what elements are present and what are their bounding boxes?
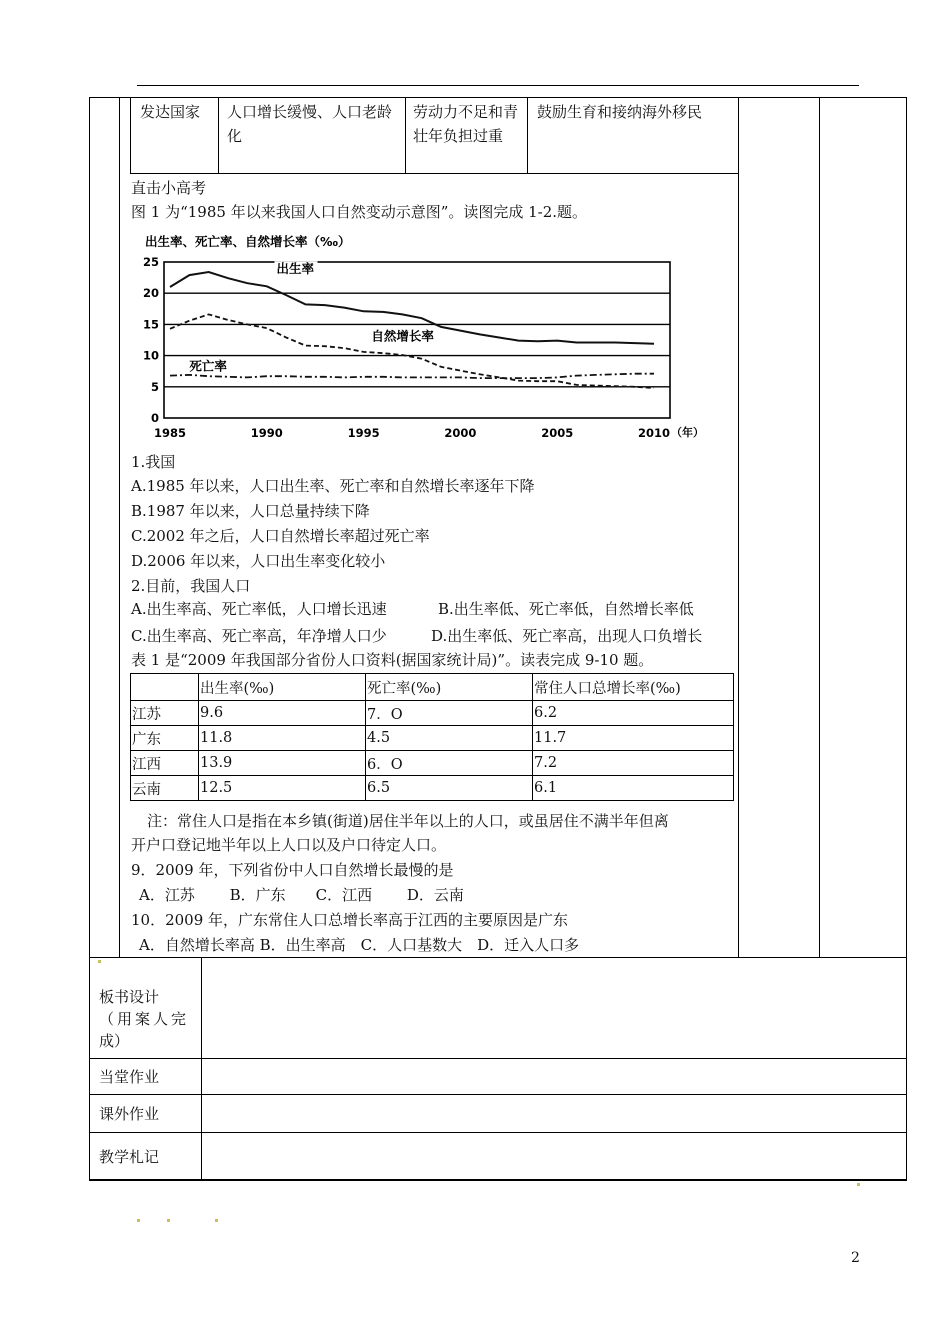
note-line-1: 注：常住人口是指在本乡镇(街道)居住半年以上的人口，或虽居住不满半年但离 [147,812,669,830]
x-tick-label: 1985 [153,426,187,440]
scan-speck [137,1219,140,1222]
x-tick-label: 2010 [637,426,671,440]
table-row [131,726,734,751]
header-rule [137,85,859,86]
table-header-cell: 死亡率(‰) [366,674,533,701]
table-cell: 云南 [131,776,199,801]
x-tick-label: 2000 [444,426,477,440]
board-design-line-1: 板书设计 [99,988,160,1006]
q1-option-c: C.2002 年之后，人口自然增长率超过死亡率 [131,527,430,545]
population-chart [140,228,720,450]
q2-option-d: D.出生率低、死亡率高，出现人口负增长 [431,627,703,645]
population-table [130,673,734,801]
table-cell: 9.6 [199,701,366,726]
board-design-line-3: 成） [99,1032,130,1050]
q10-options: A．自然增长率高 B．出生率高 C．人口基数大 D．迁入人口多 [139,936,580,954]
q2-option-b: B.出生率低、死亡率低，自然增长率低 [438,600,694,618]
table-cell: 7．O [366,701,533,726]
y-tick-label: 0 [150,411,159,425]
inner-col-left [119,97,120,957]
series-label: 死亡率 [189,358,227,374]
x-tick-label: 2005 [541,426,574,440]
x-tick-label: 1990 [250,426,283,440]
footer-rule-3 [89,1094,907,1095]
scan-speck [215,1219,218,1222]
y-tick-label: 5 [150,379,159,394]
top-table-features: 人口增长缓慢、人口老龄化 [227,103,393,145]
y-tick-label: 15 [142,317,159,332]
x-tick-label: 1995 [347,426,380,440]
classwork-label: 当堂作业 [99,1068,160,1086]
scan-speck [98,960,101,963]
frame-right [906,97,907,1180]
inner-col-right [819,97,820,957]
teaching-notes-label: 教学札记 [99,1148,160,1166]
table-intro: 表 1 是“2009 年我国部分省份人口资料(据国家统计局)”。读表完成 9-10 题。 [131,651,654,669]
series-label: 自然增长率 [371,328,434,344]
series-label: 出生率 [276,261,314,277]
top-table-problems: 劳动力不足和青壮年负担过重 [413,103,519,145]
q10-stem: 10．2009 年，广东常住人口总增长率高于江西的主要原因是广东 [131,911,569,929]
chart-title: 出生率、死亡率、自然增长率（‰） [145,234,351,249]
table-row [131,701,734,726]
table-cell: 江苏 [131,701,199,726]
q1-option-a: A.1985 年以来，人口出生率、死亡率和自然增长率逐年下降 [131,477,535,495]
y-tick-label: 10 [142,348,159,363]
top-table-country: 发达国家 [140,103,201,121]
table-cell: 7.2 [533,751,734,776]
table-row [131,751,734,776]
table-cell: 11.7 [533,726,734,751]
q1-option-b: B.1987 年以来，人口总量持续下降 [131,502,370,520]
table-header-row [131,674,734,701]
q1-stem: 1.我国 [131,453,176,471]
top-table-bottom [130,173,739,174]
y-tick-label: 20 [142,286,159,301]
q9-stem: 9．2009 年，下列省份中人口自然增长最慢的是 [131,861,454,879]
top-table-c2 [405,97,406,173]
footer-rule-1 [89,957,907,958]
board-design-line-2: （用案人完 [99,1010,190,1028]
table-cell: 广东 [131,726,199,751]
board-design-label [99,986,195,1052]
scan-speck [857,1183,860,1186]
table-header-cell [131,674,199,701]
table-cell: 11.8 [199,726,366,751]
table-row [131,776,734,801]
table-cell: 4.5 [366,726,533,751]
section-title: 直击小高考 [131,179,207,197]
table-header-cell: 常住人口总增长率(‰) [533,674,734,701]
page-number: 2 [851,1250,860,1266]
q9-options: A．江苏 B．广东 C．江西 D．云南 [139,886,464,904]
q2-option-a: A.出生率高、死亡率低，人口增长迅速 [131,600,387,618]
top-table-c3 [527,97,528,173]
scan-speck [167,1219,170,1222]
y-tick-label: 25 [142,255,159,269]
q2-option-c: C.出生率高、死亡率高，年净增人口少 [131,627,387,645]
top-table-left [130,97,131,173]
top-table-c1 [218,97,219,173]
q2-stem: 2.目前，我国人口 [131,577,251,595]
chart-intro: 图 1 为“1985 年以来我国人口自然变动示意图”。读图完成 1-2.题。 [131,203,588,221]
inner-col-mid [738,97,739,957]
table-cell: 6.1 [533,776,734,801]
table-cell: 江西 [131,751,199,776]
footer-rule-4 [89,1132,907,1133]
q1-option-d: D.2006 年以来，人口出生率变化较小 [131,552,386,570]
frame-left [89,97,90,1180]
table-cell: 6．O [366,751,533,776]
table-cell: 6.5 [366,776,533,801]
table-cell: 12.5 [199,776,366,801]
homework-label: 课外作业 [99,1105,160,1123]
footer-col [201,957,202,1180]
table-cell: 13.9 [199,751,366,776]
table-header-cell: 出生率(‰) [199,674,366,701]
x-axis-unit: （年） [671,426,704,439]
table-cell: 6.2 [533,701,734,726]
frame-top [89,97,907,98]
series-line-dashdot [170,374,654,378]
note-line-2: 开户口登记地半年以上人口以及户口待定人口。 [131,836,447,854]
frame-bottom [89,1179,907,1181]
top-table-measures: 鼓励生育和接纳海外移民 [537,103,703,121]
footer-rule-2 [89,1058,907,1059]
